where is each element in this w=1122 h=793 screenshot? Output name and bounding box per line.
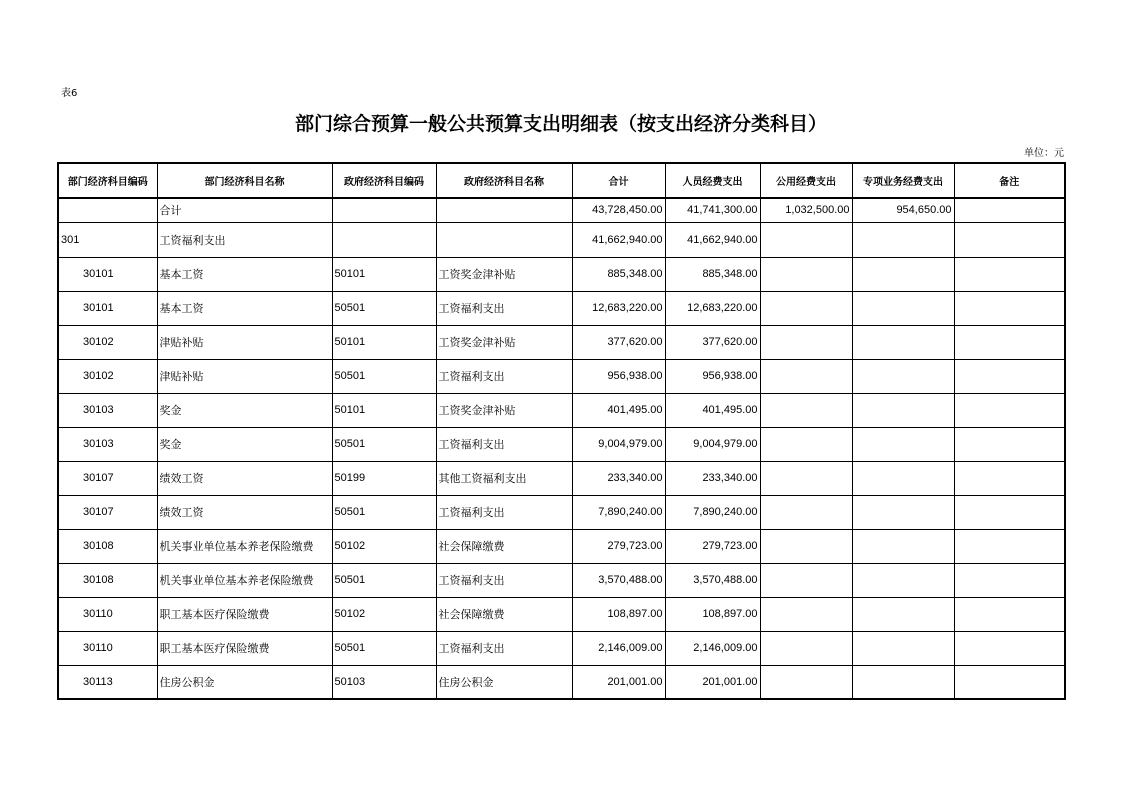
cell-total: 377,620.00	[572, 325, 665, 359]
cell-public	[760, 222, 852, 257]
cell-gov-code: 50501	[332, 291, 436, 325]
cell-dept-name: 基本工资	[157, 257, 332, 291]
cell-dept-code: 30103	[58, 393, 157, 427]
cell-total: 885,348.00	[572, 257, 665, 291]
cell-gov-code: 50101	[332, 257, 436, 291]
cell-special	[852, 495, 954, 529]
table-row	[58, 393, 1065, 427]
cell-total: 956,938.00	[572, 359, 665, 393]
cell-special	[852, 257, 954, 291]
col-header-special: 专项业务经费支出	[852, 163, 954, 198]
cell-dept-code	[58, 198, 157, 222]
cell-special	[852, 291, 954, 325]
table-row	[58, 597, 1065, 631]
cell-gov-name: 工资福利支出	[436, 495, 572, 529]
cell-dept-code: 30103	[58, 427, 157, 461]
col-header-gov-code: 政府经济科目编码	[332, 163, 436, 198]
cell-remarks	[954, 631, 1065, 665]
cell-public	[760, 393, 852, 427]
cell-gov-code: 50501	[332, 495, 436, 529]
total-sum: 43,728,450.00	[572, 198, 665, 222]
cell-gov-code: 50102	[332, 597, 436, 631]
header-row	[58, 163, 1065, 198]
cell-personnel: 7,890,240.00	[665, 495, 760, 529]
cell-remarks	[954, 198, 1065, 222]
col-header-remarks: 备注	[954, 163, 1065, 198]
cell-gov-code: 50501	[332, 631, 436, 665]
cell-gov-name: 社会保障缴费	[436, 597, 572, 631]
group-personnel: 41,662,940.00	[665, 222, 760, 257]
cell-total: 233,340.00	[572, 461, 665, 495]
cell-dept-name: 奖金	[157, 393, 332, 427]
cell-dept-code: 30110	[58, 597, 157, 631]
cell-dept-code: 30110	[58, 631, 157, 665]
table-row	[58, 427, 1065, 461]
cell-total: 7,890,240.00	[572, 495, 665, 529]
cell-remarks	[954, 597, 1065, 631]
cell-personnel: 233,340.00	[665, 461, 760, 495]
cell-public	[760, 359, 852, 393]
col-header-gov-name: 政府经济科目名称	[436, 163, 572, 198]
cell-gov-name: 工资福利支出	[436, 427, 572, 461]
cell-remarks	[954, 393, 1065, 427]
table-row	[58, 563, 1065, 597]
cell-special	[852, 393, 954, 427]
col-header-personnel: 人员经费支出	[665, 163, 760, 198]
cell-remarks	[954, 291, 1065, 325]
cell-personnel: 201,001.00	[665, 665, 760, 699]
cell-gov-name: 其他工资福利支出	[436, 461, 572, 495]
cell-personnel: 279,723.00	[665, 529, 760, 563]
table-row	[58, 495, 1065, 529]
cell-public	[760, 461, 852, 495]
cell-public	[760, 325, 852, 359]
table-row	[58, 325, 1065, 359]
cell-public	[760, 665, 852, 699]
table-row	[58, 631, 1065, 665]
cell-special	[852, 563, 954, 597]
cell-total: 12,683,220.00	[572, 291, 665, 325]
cell-gov-name	[436, 222, 572, 257]
cell-total: 3,570,488.00	[572, 563, 665, 597]
table-row	[58, 529, 1065, 563]
cell-public	[760, 291, 852, 325]
cell-remarks	[954, 359, 1065, 393]
total-public: 1,032,500.00	[760, 198, 852, 222]
cell-dept-code: 30101	[58, 257, 157, 291]
cell-gov-name: 工资奖金津补贴	[436, 325, 572, 359]
cell-dept-code: 30108	[58, 529, 157, 563]
cell-gov-name: 工资福利支出	[436, 631, 572, 665]
cell-dept-name: 奖金	[157, 427, 332, 461]
cell-remarks	[954, 257, 1065, 291]
cell-remarks	[954, 529, 1065, 563]
cell-personnel: 885,348.00	[665, 257, 760, 291]
cell-special	[852, 325, 954, 359]
unit-label: 单位：元	[1024, 148, 1064, 159]
total-personnel: 41,741,300.00	[665, 198, 760, 222]
cell-gov-code: 50102	[332, 529, 436, 563]
cell-remarks	[954, 665, 1065, 699]
cell-dept-code: 30102	[58, 359, 157, 393]
cell-special	[852, 529, 954, 563]
cell-total: 108,897.00	[572, 597, 665, 631]
cell-public	[760, 529, 852, 563]
col-header-public: 公用经费支出	[760, 163, 852, 198]
cell-special	[852, 665, 954, 699]
table-row	[58, 359, 1065, 393]
cell-gov-code: 50501	[332, 563, 436, 597]
total-label: 合计	[157, 198, 332, 222]
cell-gov-code: 50103	[332, 665, 436, 699]
cell-dept-code: 30108	[58, 563, 157, 597]
sheet-label: 表6	[61, 88, 78, 99]
table-row	[58, 665, 1065, 699]
cell-personnel: 956,938.00	[665, 359, 760, 393]
cell-personnel: 377,620.00	[665, 325, 760, 359]
cell-dept-name: 基本工资	[157, 291, 332, 325]
cell-dept-code: 30107	[58, 495, 157, 529]
cell-gov-name: 工资奖金津补贴	[436, 393, 572, 427]
cell-gov-name: 工资福利支出	[436, 291, 572, 325]
group-total: 41,662,940.00	[572, 222, 665, 257]
budget-table	[57, 162, 1066, 700]
table-row	[58, 461, 1065, 495]
cell-total: 2,146,009.00	[572, 631, 665, 665]
cell-total: 9,004,979.00	[572, 427, 665, 461]
cell-dept-name: 职工基本医疗保险缴费	[157, 631, 332, 665]
cell-dept-code: 30102	[58, 325, 157, 359]
cell-personnel: 108,897.00	[665, 597, 760, 631]
cell-remarks	[954, 461, 1065, 495]
cell-gov-name: 住房公积金	[436, 665, 572, 699]
cell-dept-name: 职工基本医疗保险缴费	[157, 597, 332, 631]
cell-public	[760, 563, 852, 597]
cell-public	[760, 597, 852, 631]
cell-remarks	[954, 325, 1065, 359]
cell-dept-name: 津贴补贴	[157, 325, 332, 359]
cell-public	[760, 427, 852, 461]
cell-gov-name: 社会保障缴费	[436, 529, 572, 563]
cell-gov-code: 50101	[332, 393, 436, 427]
cell-dept-name: 绩效工资	[157, 495, 332, 529]
cell-dept-name: 住房公积金	[157, 665, 332, 699]
cell-gov-code	[332, 222, 436, 257]
cell-dept-name: 机关事业单位基本养老保险缴费	[157, 563, 332, 597]
cell-special	[852, 597, 954, 631]
group-code: 301	[58, 222, 157, 257]
total-row	[58, 198, 1065, 222]
cell-total: 279,723.00	[572, 529, 665, 563]
cell-gov-code: 50501	[332, 427, 436, 461]
cell-gov-code: 50501	[332, 359, 436, 393]
cell-remarks	[954, 495, 1065, 529]
col-header-total: 合计	[572, 163, 665, 198]
cell-special	[852, 222, 954, 257]
cell-gov-name: 工资奖金津补贴	[436, 257, 572, 291]
cell-gov-code	[332, 198, 436, 222]
cell-special	[852, 461, 954, 495]
cell-remarks	[954, 222, 1065, 257]
page-title: 部门综合预算一般公共预算支出明细表（按支出经济分类科目）	[294, 113, 827, 135]
cell-total: 401,495.00	[572, 393, 665, 427]
cell-gov-name	[436, 198, 572, 222]
cell-special	[852, 359, 954, 393]
cell-personnel: 401,495.00	[665, 393, 760, 427]
total-special: 954,650.00	[852, 198, 954, 222]
cell-dept-code: 30101	[58, 291, 157, 325]
cell-dept-code: 30113	[58, 665, 157, 699]
cell-public	[760, 257, 852, 291]
cell-personnel: 2,146,009.00	[665, 631, 760, 665]
group-row	[58, 222, 1065, 257]
cell-personnel: 3,570,488.00	[665, 563, 760, 597]
cell-dept-code: 30107	[58, 461, 157, 495]
cell-personnel: 12,683,220.00	[665, 291, 760, 325]
cell-total: 201,001.00	[572, 665, 665, 699]
cell-public	[760, 495, 852, 529]
cell-remarks	[954, 427, 1065, 461]
cell-special	[852, 427, 954, 461]
cell-public	[760, 631, 852, 665]
cell-remarks	[954, 563, 1065, 597]
cell-personnel: 9,004,979.00	[665, 427, 760, 461]
cell-special	[852, 631, 954, 665]
cell-dept-name: 机关事业单位基本养老保险缴费	[157, 529, 332, 563]
cell-gov-name: 工资福利支出	[436, 359, 572, 393]
table-row	[58, 291, 1065, 325]
col-header-dept-name: 部门经济科目名称	[157, 163, 332, 198]
cell-dept-name: 津贴补贴	[157, 359, 332, 393]
col-header-dept-code: 部门经济科目编码	[58, 163, 157, 198]
group-name: 工资福利支出	[157, 222, 332, 257]
table-row	[58, 257, 1065, 291]
cell-gov-code: 50101	[332, 325, 436, 359]
cell-dept-name: 绩效工资	[157, 461, 332, 495]
cell-gov-code: 50199	[332, 461, 436, 495]
cell-gov-name: 工资福利支出	[436, 563, 572, 597]
